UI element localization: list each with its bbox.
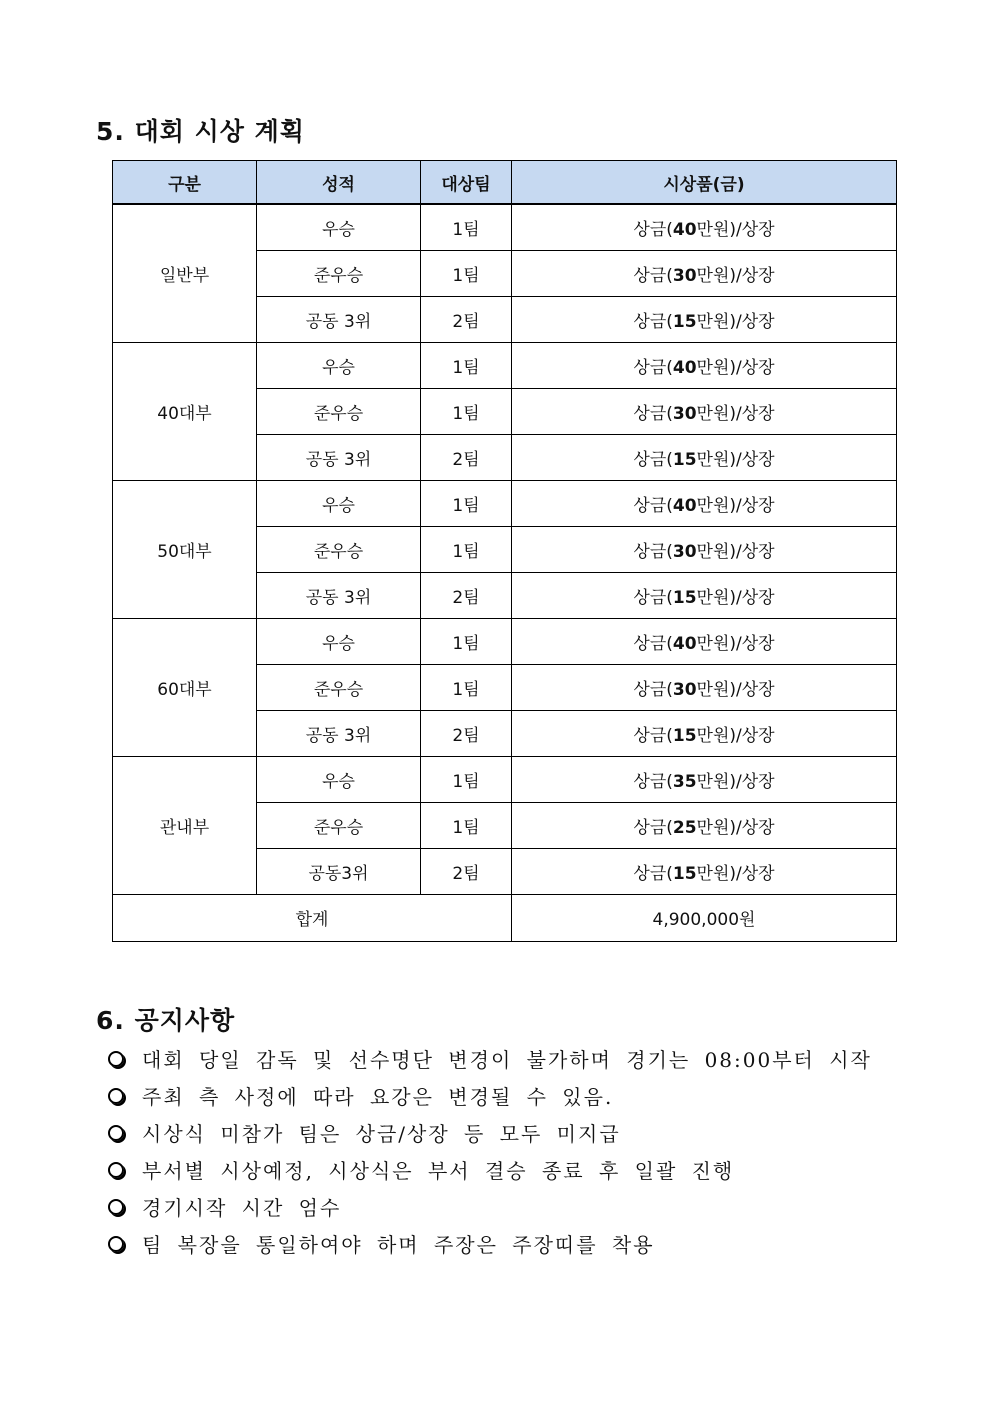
division-cell: 50대부 (113, 480, 257, 618)
teams-cell: 1팀 (421, 664, 512, 710)
notice-item (108, 1225, 948, 1262)
prize-amount: 15 (672, 311, 697, 332)
prize-text: 상금( (633, 219, 673, 240)
total-row (113, 894, 897, 941)
prize-text: 상금( (633, 311, 673, 332)
prize-text: 상금( (633, 265, 673, 286)
prize-amount: 30 (672, 679, 697, 700)
circle-bullet-icon (108, 1088, 124, 1104)
header-rank: 성적 (257, 161, 421, 205)
prize-text: 상금( (633, 817, 673, 838)
prize-text: 만원)/상장 (696, 679, 775, 700)
teams-cell: 1팀 (421, 526, 512, 572)
header-prize: 시상품(금) (512, 161, 897, 205)
prize-amount: 40 (672, 633, 697, 654)
prize-amount: 40 (672, 219, 697, 240)
prize-text: 상금( (633, 633, 673, 654)
notice-item (108, 1114, 948, 1151)
notice-list (108, 1040, 948, 1262)
circle-bullet-icon (108, 1162, 124, 1178)
prize-text: 상금( (633, 403, 673, 424)
rank-cell: 준우승 (257, 664, 421, 710)
prize-amount: 15 (672, 725, 697, 746)
prize-text: 만원)/상장 (696, 541, 775, 562)
header-division: 구분 (113, 161, 257, 205)
prize-text: 만원)/상장 (696, 311, 775, 332)
prize-cell (512, 296, 897, 342)
prize-text: 상금( (633, 495, 673, 516)
prize-text: 만원)/상장 (696, 219, 775, 240)
prize-cell (512, 388, 897, 434)
section6-title: 6. 공지사항 (96, 1006, 236, 1035)
prize-text: 만원)/상장 (696, 357, 775, 378)
teams-cell: 1팀 (421, 342, 512, 388)
notice-text: 팀 복장을 통일하여야 하며 주장은 주장띠를 착용 (142, 1233, 655, 1257)
teams-cell: 2팀 (421, 848, 512, 894)
rank-cell: 우승 (257, 480, 421, 526)
prize-amount: 15 (672, 587, 697, 608)
header-teams: 대상팀 (421, 161, 512, 205)
table-row (113, 204, 897, 250)
rank-cell: 준우승 (257, 388, 421, 434)
prize-cell (512, 526, 897, 572)
teams-cell: 2팀 (421, 572, 512, 618)
circle-bullet-icon (108, 1236, 124, 1252)
circle-bullet-icon (108, 1051, 124, 1067)
prize-text: 만원)/상장 (696, 587, 775, 608)
prize-text: 만원)/상장 (696, 863, 775, 884)
teams-cell: 1팀 (421, 480, 512, 526)
table-row (113, 618, 897, 664)
table-row (113, 342, 897, 388)
prize-text: 만원)/상장 (696, 403, 775, 424)
prize-cell (512, 802, 897, 848)
division-cell: 일반부 (113, 204, 257, 342)
table-header-row (113, 161, 897, 205)
rank-cell: 공동 3위 (257, 434, 421, 480)
notice-item (108, 1040, 948, 1077)
prize-text: 상금( (633, 587, 673, 608)
prize-cell (512, 204, 897, 250)
prize-amount: 25 (672, 817, 697, 838)
rank-cell: 공동 3위 (257, 296, 421, 342)
teams-cell: 1팀 (421, 204, 512, 250)
prize-text: 만원)/상장 (696, 495, 775, 516)
rank-cell: 준우승 (257, 526, 421, 572)
rank-cell: 우승 (257, 342, 421, 388)
prize-cell (512, 342, 897, 388)
notice-text: 경기시작 시간 엄수 (142, 1196, 342, 1220)
notice-item (108, 1151, 948, 1188)
prize-cell (512, 664, 897, 710)
prize-cell (512, 756, 897, 802)
prize-text: 만원)/상장 (696, 449, 775, 470)
section5-title: 5. 대회 시상 계획 (96, 117, 305, 146)
prize-amount: 40 (672, 357, 697, 378)
prize-amount: 30 (672, 541, 697, 562)
notice-text: 주최 측 사정에 따라 요강은 변경될 수 있음. (142, 1085, 614, 1109)
prize-cell (512, 480, 897, 526)
rank-cell: 우승 (257, 204, 421, 250)
prize-text: 만원)/상장 (696, 771, 775, 792)
prize-text: 상금( (633, 449, 673, 470)
division-cell: 60대부 (113, 618, 257, 756)
prize-text: 만원)/상장 (696, 265, 775, 286)
prize-text: 상금( (633, 771, 673, 792)
prize-amount: 35 (672, 771, 697, 792)
teams-cell: 2팀 (421, 296, 512, 342)
prize-text: 만원)/상장 (696, 633, 775, 654)
table-row (113, 756, 897, 802)
prize-amount: 15 (672, 863, 697, 884)
rank-cell: 공동 3위 (257, 572, 421, 618)
circle-bullet-icon (108, 1199, 124, 1215)
prize-text: 상금( (633, 357, 673, 378)
rank-cell: 준우승 (257, 802, 421, 848)
circle-bullet-icon (108, 1125, 124, 1141)
notice-text: 시상식 미참가 팀은 상금/상장 등 모두 미지급 (142, 1122, 621, 1146)
prize-amount: 15 (672, 449, 697, 470)
prize-text: 상금( (633, 863, 673, 884)
notice-item (108, 1188, 948, 1225)
division-cell: 관내부 (113, 756, 257, 894)
rank-cell: 우승 (257, 756, 421, 802)
total-label: 합계 (113, 894, 512, 941)
notice-text: 부서별 시상예정, 시상식은 부서 결승 종료 후 일괄 진행 (142, 1159, 735, 1183)
prize-text: 만원)/상장 (696, 817, 775, 838)
prize-text: 만원)/상장 (696, 725, 775, 746)
notice-item (108, 1077, 948, 1114)
teams-cell: 1팀 (421, 756, 512, 802)
prize-text: 상금( (633, 541, 673, 562)
prize-amount: 30 (672, 265, 697, 286)
division-cell: 40대부 (113, 342, 257, 480)
prize-cell (512, 572, 897, 618)
teams-cell: 2팀 (421, 434, 512, 480)
total-value: 4,900,000원 (512, 894, 897, 941)
prize-table-body (113, 204, 897, 894)
teams-cell: 1팀 (421, 618, 512, 664)
prize-cell (512, 618, 897, 664)
teams-cell: 2팀 (421, 710, 512, 756)
prize-cell (512, 848, 897, 894)
prize-text: 상금( (633, 679, 673, 700)
prize-table (112, 160, 897, 942)
notice-text: 대회 당일 감독 및 선수명단 변경이 불가하며 경기는 08:00부터 시작 (142, 1048, 872, 1072)
teams-cell: 1팀 (421, 388, 512, 434)
rank-cell: 우승 (257, 618, 421, 664)
prize-cell (512, 250, 897, 296)
prize-amount: 30 (672, 403, 697, 424)
teams-cell: 1팀 (421, 250, 512, 296)
rank-cell: 공동 3위 (257, 710, 421, 756)
prize-cell (512, 434, 897, 480)
prize-text: 상금( (633, 725, 673, 746)
table-row (113, 480, 897, 526)
rank-cell: 공동3위 (257, 848, 421, 894)
prize-amount: 40 (672, 495, 697, 516)
prize-cell (512, 710, 897, 756)
teams-cell: 1팀 (421, 802, 512, 848)
rank-cell: 준우승 (257, 250, 421, 296)
